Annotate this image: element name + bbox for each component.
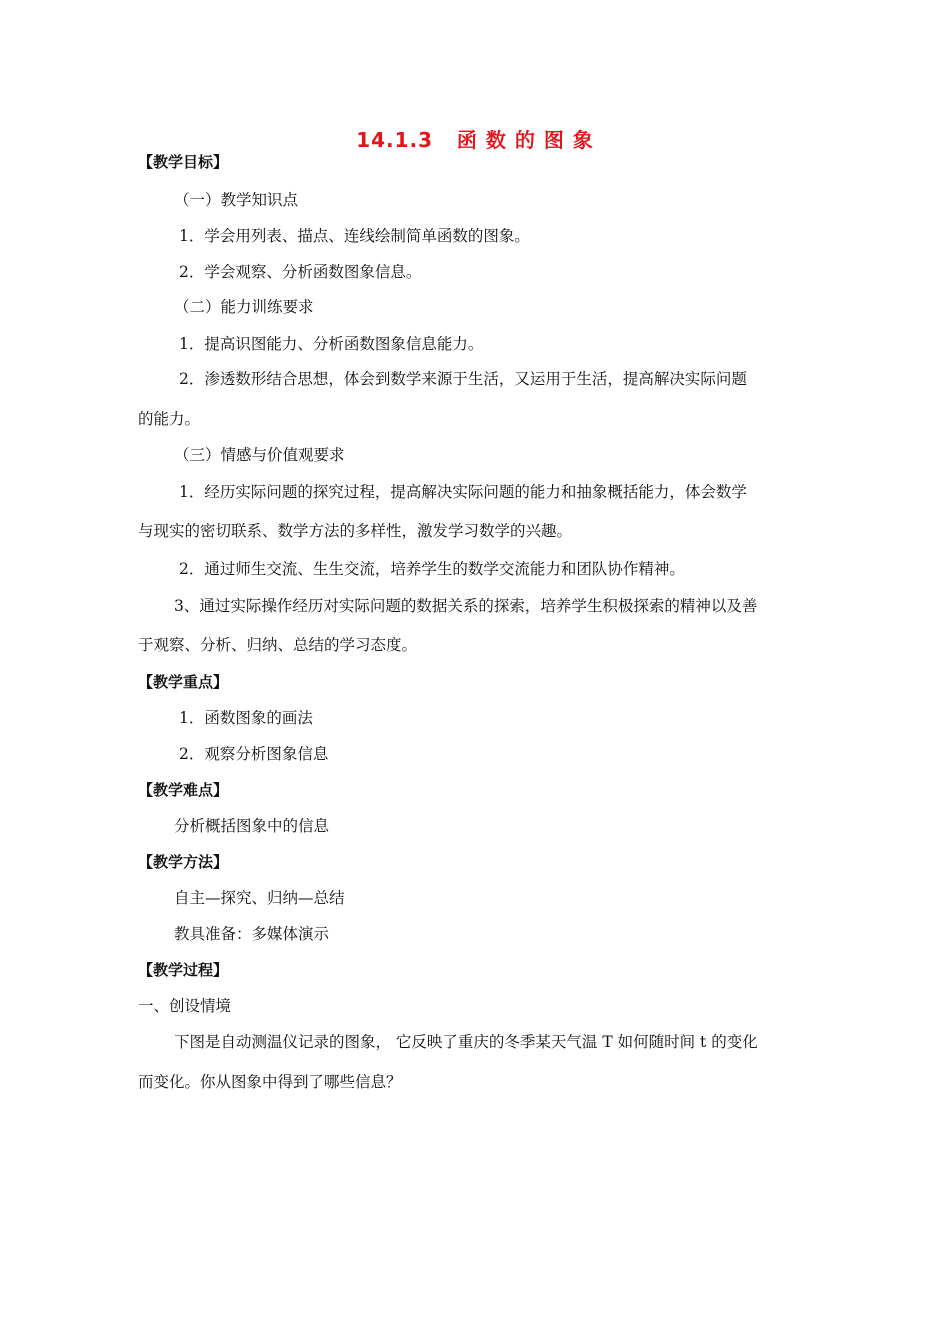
section-heading: 【教学过程】 [138, 961, 229, 979]
text-line: （一）教学知识点 [174, 191, 299, 209]
text-line: 3、通过实际操作经历对实际问题的数据关系的探索，培养学生积极探索的精神以及善 [174, 597, 758, 615]
text-line: 与现实的密切联系、数学方法的多样性，激发学习数学的兴趣。 [138, 522, 573, 540]
text-line: 教具准备：多媒体演示 [174, 925, 330, 943]
text-line: 自主—探究、归纳—总结 [174, 889, 345, 907]
text-line: 2．学会观察、分析函数图象信息。 [179, 263, 422, 281]
text-line: 2．渗透数形结合思想，体会到数学来源于生活，又运用于生活，提高解决实际问题 [179, 370, 747, 388]
text-line: 下图是自动测温仪记录的图象， 它反映了重庆的冬季某天气温 T 如何随时间 t 的变化 [174, 1033, 758, 1051]
section-heading: 【教学难点】 [138, 781, 229, 799]
text-line: 分析概括图象中的信息 [174, 817, 330, 835]
text-line: 1．函数图象的画法 [179, 709, 313, 727]
text-line: 1．提高识图能力、分析函数图象信息能力。 [179, 335, 484, 353]
document-title: 14.1.3 函 数 的 图 象 [356, 128, 594, 152]
text-line: 而变化。你从图象中得到了哪些信息？ [138, 1073, 402, 1091]
section-heading: 【教学方法】 [138, 853, 229, 871]
section-heading: 【教学重点】 [138, 673, 229, 691]
text-line: 1．经历实际问题的探究过程，提高解决实际问题的能力和抽象概括能力，体会数学 [179, 483, 747, 501]
section-heading: 【教学目标】 [138, 153, 229, 171]
text-line: 的能力。 [138, 410, 201, 428]
text-line: （二）能力训练要求 [174, 298, 314, 316]
text-line: （三）情感与价值观要求 [174, 446, 345, 464]
text-line: 于观察、分析、归纳、总结的学习态度。 [138, 636, 418, 654]
text-line: 2．观察分析图象信息 [179, 745, 329, 763]
text-line: 2．通过师生交流、生生交流，培养学生的数学交流能力和团队协作精神。 [179, 560, 685, 578]
text-line: 1．学会用列表、描点、连线绘制简单函数的图象。 [179, 227, 530, 245]
text-line: 一、创设情境 [138, 997, 232, 1015]
